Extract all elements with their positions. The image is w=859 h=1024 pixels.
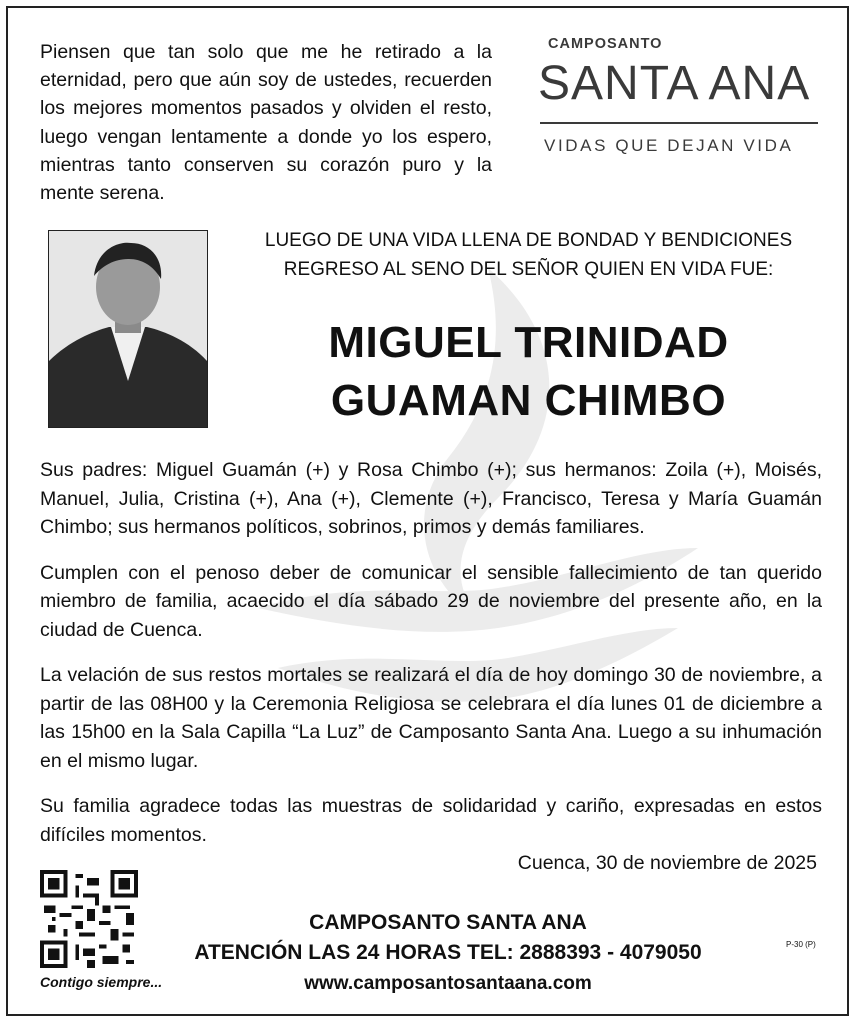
announcement-paragraph: Cumplen con el penoso deber de comunicar el sensible fallecimiento de tan querido miembro de familia, acaecido el día sábado 29 de noviembre del presente año, en la ciudad de Cuenca. (40, 561, 822, 641)
slogan: Contigo siempre... (40, 974, 163, 990)
deceased-name-line-1: MIGUEL TRINIDAD (328, 318, 729, 367)
ad-code: P-30 (P) (786, 940, 816, 949)
intro-text (216, 226, 841, 284)
intro-line-2: REGRESO AL SENO DEL SEÑOR QUIEN EN VIDA FUE: (283, 259, 774, 280)
portrait-image (49, 231, 207, 427)
camposanto-logo (528, 36, 828, 176)
ceremony-paragraph: La velación de sus restos mortales se realizará el día de hoy domingo 30 de noviembre, a partir de las 08H00 y la Ceremonia Religiosa se celebrara el día lunes 01 de diciembre a las 15h00 en la Sala Capilla “La Luz” de Camposanto Santa Ana. Luego a su inhumación en el mismo lugar. (40, 664, 822, 772)
footer-contact (148, 908, 748, 1000)
footer-company: CAMPOSANTO SANTA ANA (309, 911, 587, 934)
logo-pre: CAMPOSANTO (548, 36, 663, 52)
footer-website-link[interactable]: www.camposantosantaana.com (304, 973, 592, 994)
poem-text: Piensen que tan solo que me he retirado a la eternidad, pero que aún soy de ustedes, recuerden los mejores momentos pasados y olviden el resto, luego vengan lentamente a donde yo los espero, mientras tanto conserven su corazón puro y la mente serena. (40, 41, 492, 205)
qr-code-icon[interactable] (40, 870, 138, 968)
logo-name: SANTA ANA (538, 57, 811, 110)
family-paragraph: Sus padres: Miguel Guamán (+) y Rosa Chimbo (+); sus hermanos: Zoila (+), Moisés, Manuel, Julia, Cristina (+), Ana (+), Clemente (+), Francisco, Teresa y María Guamán Chimbo; sus hermanos políticos, sobrinos, primos y demás familiares. (40, 459, 822, 538)
deceased-photo (48, 230, 208, 428)
obituary-notice (6, 6, 849, 1016)
intro-line-1: LUEGO DE UNA VIDA LLENA DE BONDAD Y BENDICIONES (264, 230, 793, 251)
logo-tagline: VIDAS QUE DEJAN VIDA (544, 136, 794, 155)
notice-body (40, 456, 822, 866)
logo-divider (540, 122, 818, 124)
deceased-name (216, 314, 841, 430)
date-line: Cuenca, 30 de noviembre de 2025 (517, 852, 817, 874)
deceased-name-line-2: GUAMAN CHIMBO (330, 376, 727, 425)
footer-phone: ATENCIÓN LAS 24 HORAS TEL: 2888393 - 4079050 (194, 941, 702, 964)
thanks-paragraph: Su familia agradece todas las muestras de solidaridad y cariño, expresadas en estos difíciles momentos. (40, 795, 822, 846)
